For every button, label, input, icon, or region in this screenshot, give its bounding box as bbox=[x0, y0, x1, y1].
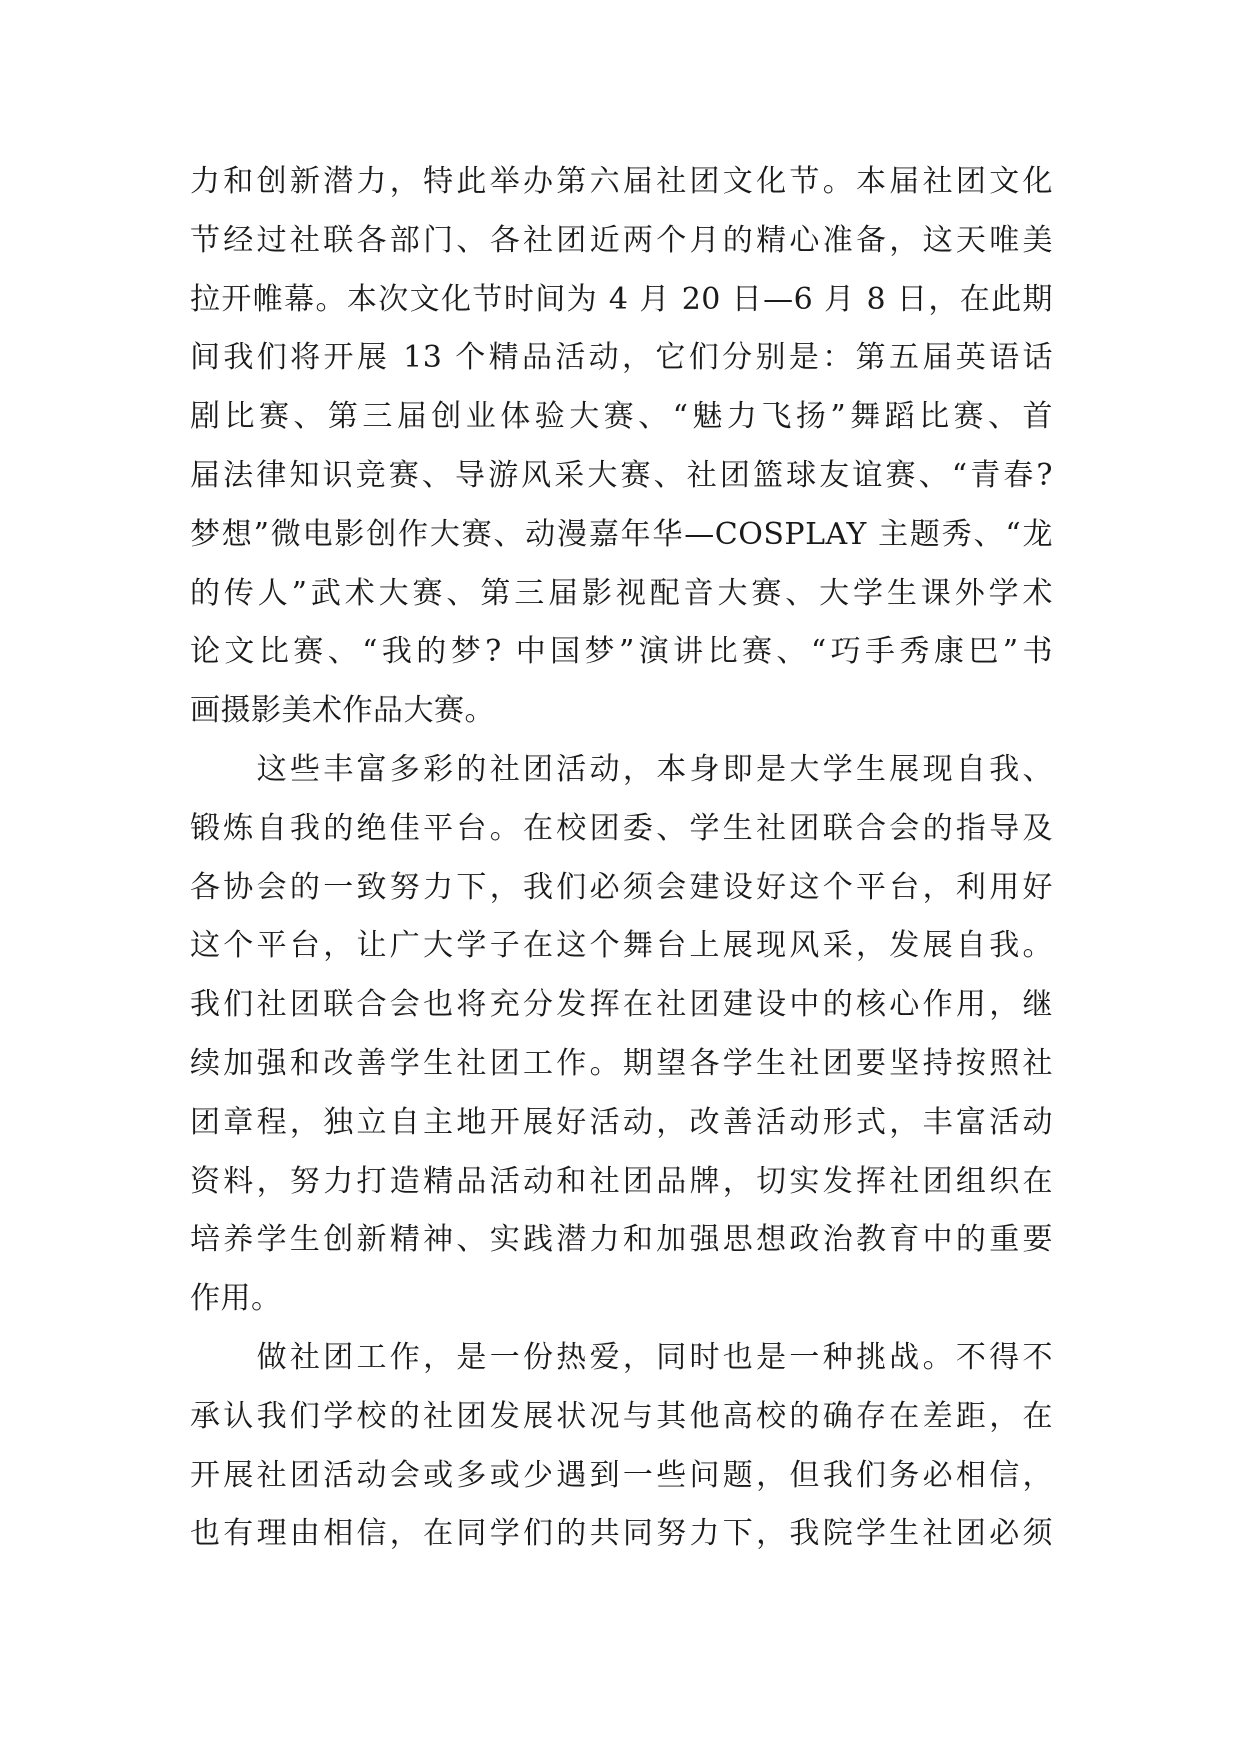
text-line: 力和创新潜力，特此举办第六届社团文化节。本届社团文化 bbox=[190, 164, 1053, 199]
text-line: 这个平台，让广大学子在这个舞台上展现风采，发展自我。 bbox=[190, 928, 1053, 964]
document-body bbox=[190, 153, 1053, 1564]
text-line: 我们社团联合会也将充分发挥在社团建设中的核心作用，继 bbox=[190, 987, 1053, 1023]
text-line: 资料，努力打造精品活动和社团品牌，切实发挥社团组织在 bbox=[190, 1163, 1053, 1199]
text-line: 节经过社联各部门、各社团近两个月的精心准备，这天唯美 bbox=[190, 222, 1053, 258]
text-line: 开展社团活动会或多或少遇到一些问题，但我们务必相信， bbox=[190, 1457, 1053, 1493]
text-line: 各协会的一致努力下，我们必须会建设好这个平台，利用好 bbox=[190, 869, 1053, 905]
text-line: 作用。 bbox=[190, 1281, 282, 1317]
text-line: 间我们将开展 13 个精品活动，它们分别是：第五届英语话 bbox=[190, 340, 1053, 376]
text-line: 剧比赛、第三届创业体验大赛、“魅力飞扬”舞蹈比赛、首 bbox=[190, 399, 1053, 435]
text-line: 这些丰富多彩的社团活动，本身即是大学生展现自我、 bbox=[190, 751, 1053, 787]
paragraph-festival-activities bbox=[190, 153, 1053, 741]
text-line: 论文比赛、“我的梦? 中国梦”演讲比赛、“巧手秀康巴”书 bbox=[190, 634, 1053, 670]
text-line: 续加强和改善学生社团工作。期望各学生社团要坚持按照社 bbox=[190, 1045, 1053, 1081]
paragraph-platform bbox=[190, 741, 1053, 1329]
text-line: 画摄影美术作品大赛。 bbox=[190, 693, 495, 729]
text-line: 拉开帷幕。本次文化节时间为 4 月 20 日—6 月 8 日，在此期 bbox=[190, 281, 1053, 317]
text-line: 承认我们学校的社团发展状况与其他高校的确存在差距，在 bbox=[190, 1398, 1053, 1434]
text-line: 锻炼自我的绝佳平台。在校团委、学生社团联合会的指导及 bbox=[190, 810, 1053, 846]
text-line: 届法律知识竞赛、导游风采大赛、社团篮球友谊赛、“青春? bbox=[190, 457, 1053, 493]
text-line: 培养学生创新精神、实践潜力和加强思想政治教育中的重要 bbox=[190, 1222, 1053, 1258]
text-line: 团章程，独立自主地开展好活动，改善活动形式，丰富活动 bbox=[190, 1104, 1053, 1140]
text-line: 也有理由相信，在同学们的共同努力下，我院学生社团必须 bbox=[190, 1516, 1053, 1552]
text-line: 梦想”微电影创作大赛、动漫嘉年华—COSPLAY 主题秀、“龙 bbox=[190, 516, 1053, 552]
paragraph-challenge bbox=[190, 1329, 1053, 1564]
text-line: 做社团工作，是一份热爱，同时也是一种挑战。不得不 bbox=[190, 1339, 1053, 1375]
text-line: 的传人”武术大赛、第三届影视配音大赛、大学生课外学术 bbox=[190, 575, 1053, 611]
